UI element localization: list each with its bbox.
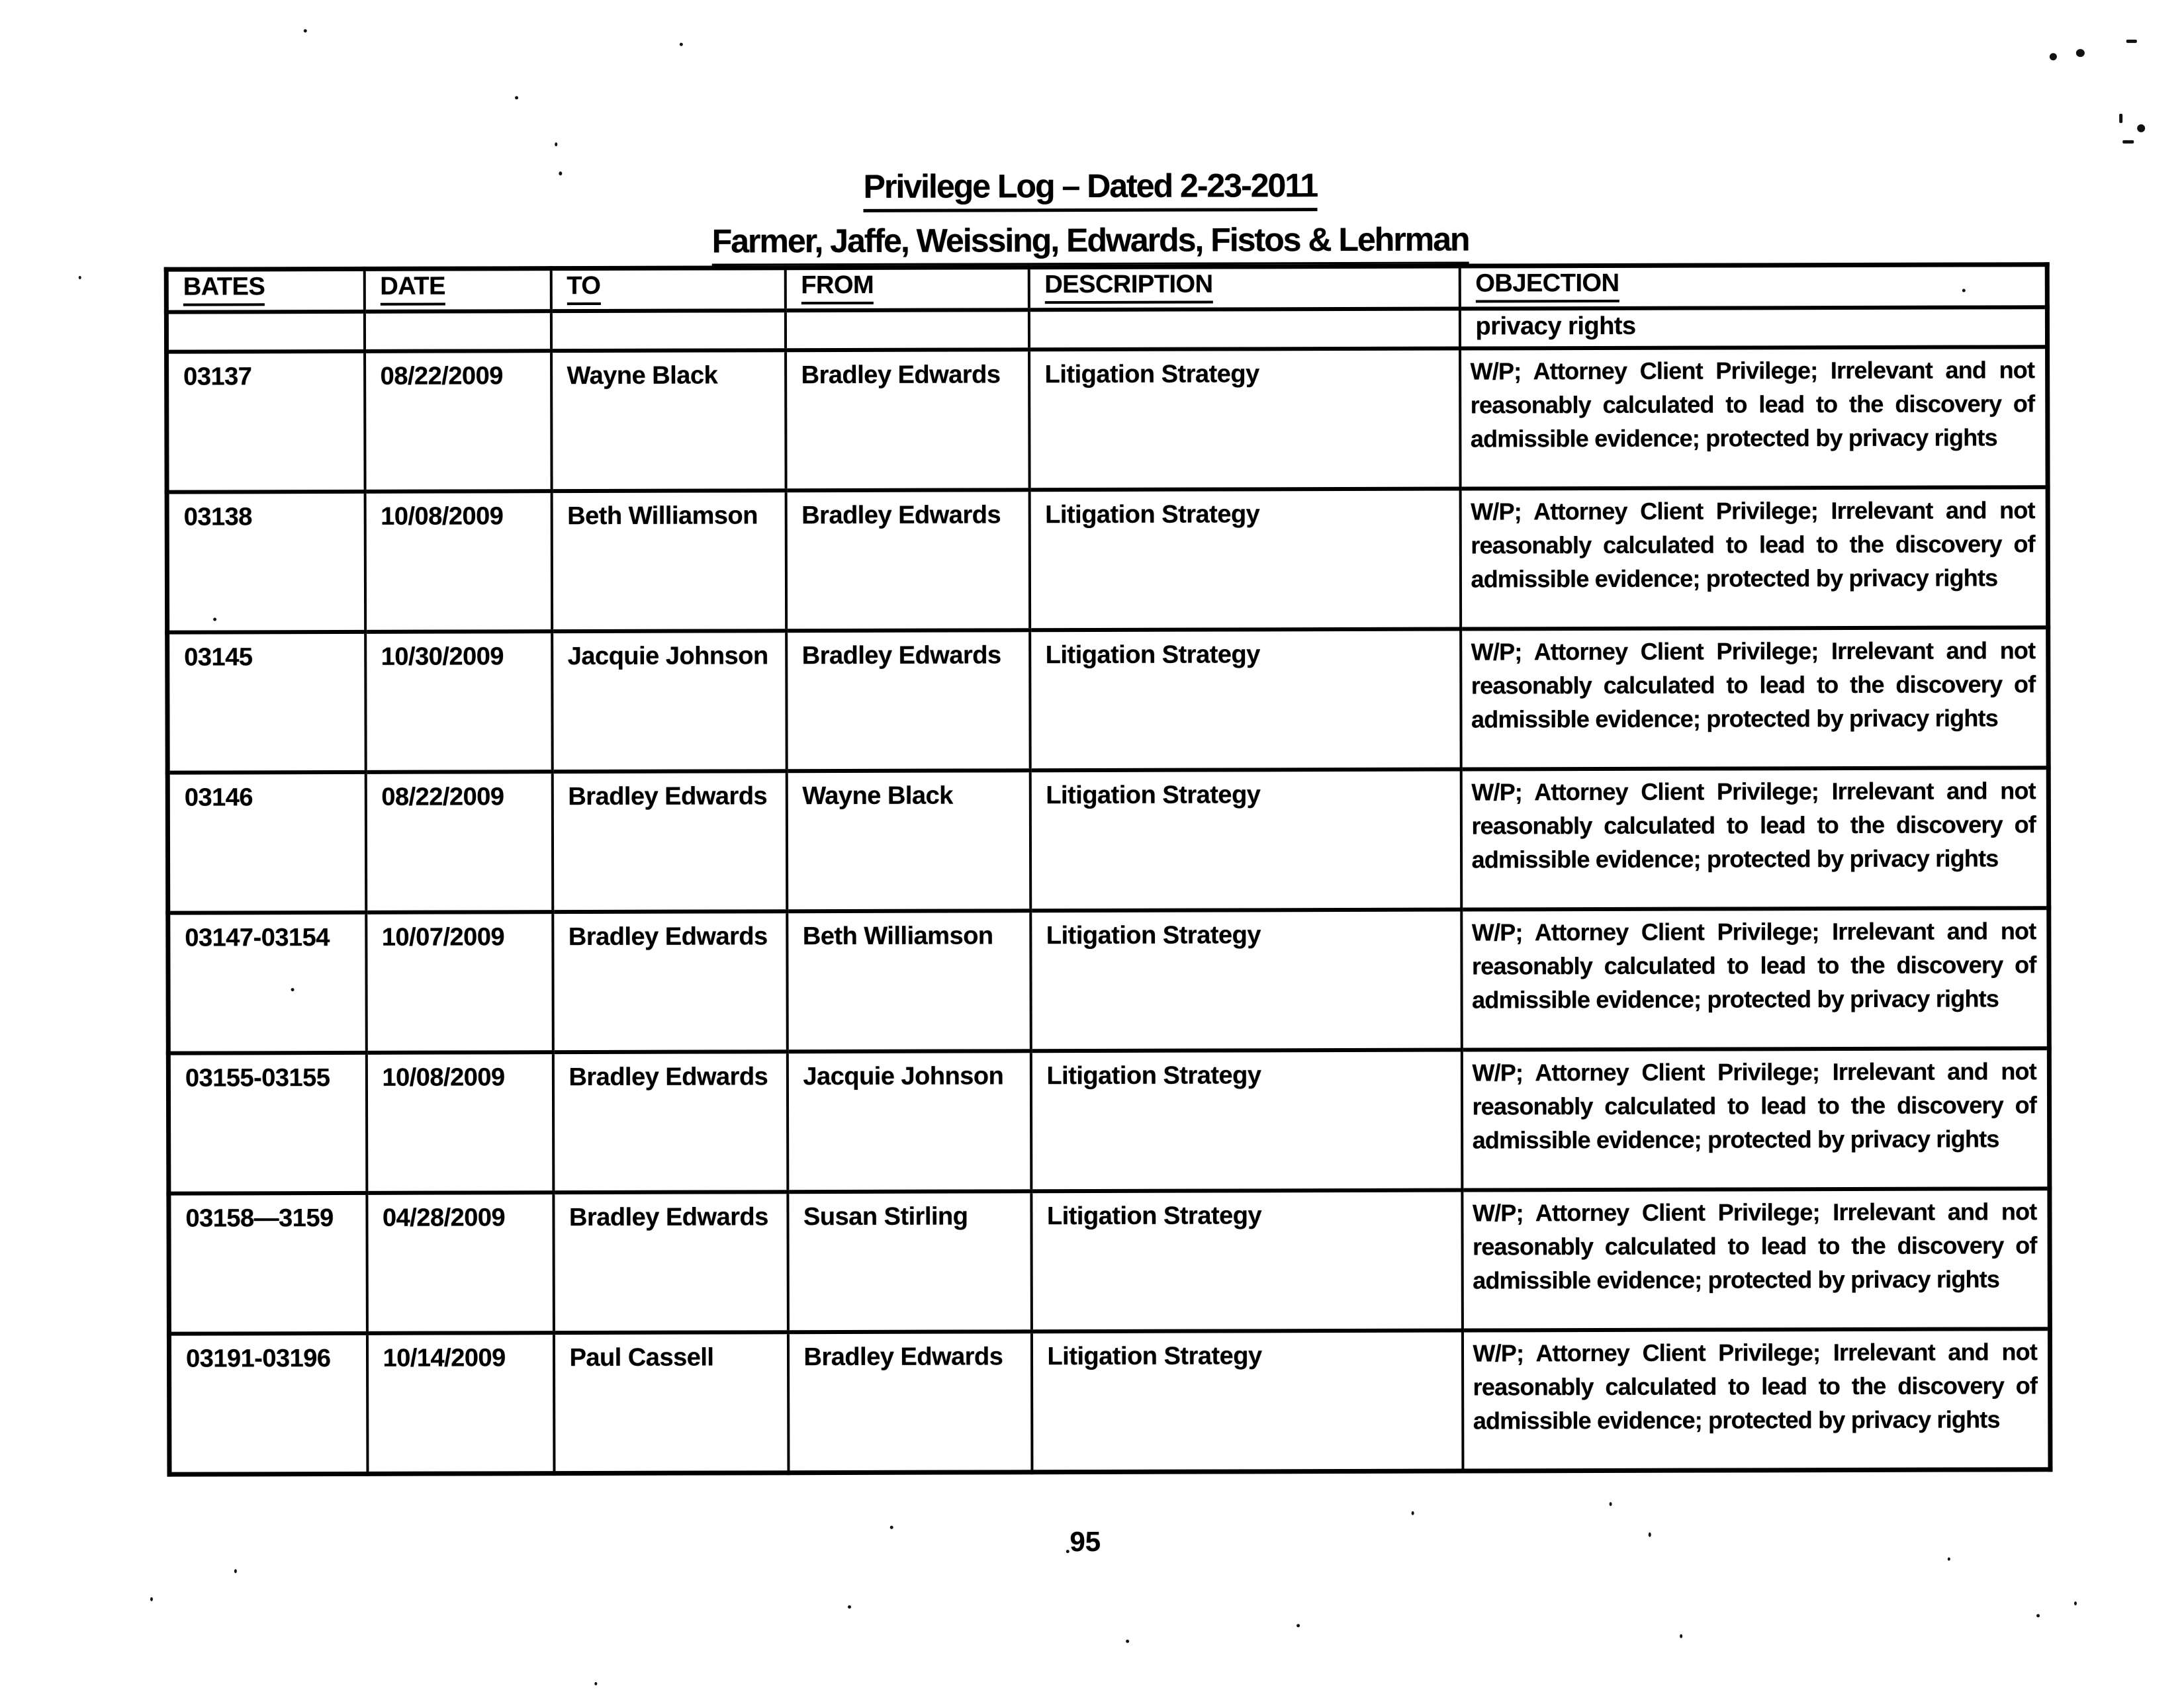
date-cell: 04/28/2009 — [367, 1192, 554, 1333]
scan-speck — [1126, 1640, 1129, 1643]
scan-speck — [2119, 114, 2122, 123]
description-cell — [1028, 309, 1459, 350]
table-row — [167, 627, 2049, 772]
scan-speck — [2137, 124, 2145, 132]
to-cell: Bradley Edwards — [553, 911, 788, 1052]
table-row — [169, 1188, 2050, 1333]
scan-speck — [1948, 1558, 1950, 1561]
to-cell: Bradley Edwards — [553, 1051, 788, 1192]
bates-cell: 03137 — [167, 351, 365, 492]
scan-speck — [848, 1605, 851, 1609]
bates-cell: 03158—3159 — [169, 1193, 367, 1334]
objection-cell: privacy rights — [1459, 307, 2047, 348]
from-cell — [785, 310, 1028, 350]
scan-speck — [291, 988, 295, 991]
scan-speck — [594, 1682, 597, 1685]
bates-cell: 03155-03155 — [168, 1053, 367, 1194]
to-cell — [551, 310, 785, 351]
scan-speck — [2074, 1601, 2077, 1605]
scan-speck — [2126, 40, 2137, 43]
from-cell: Beth Williamson — [787, 911, 1031, 1051]
objection-cell: W/P; Attorney Client Privilege; Irrelevant and not reasonably calculated to lead to the discovery of admissible evidence; protected by privacy rights — [1460, 487, 2048, 629]
from-cell: Bradley Edwards — [786, 490, 1030, 631]
to-cell: Wayne Black — [551, 350, 786, 491]
document-header — [0, 164, 2183, 279]
bates-cell: 03146 — [167, 772, 366, 913]
table-row — [167, 487, 2048, 632]
header-objection: OBJECTION — [1459, 265, 2047, 309]
privilege-log-table — [164, 262, 2053, 1476]
to-cell: Beth Williamson — [551, 490, 786, 631]
scan-speck — [1066, 1550, 1069, 1553]
from-cell: Bradley Edwards — [786, 349, 1030, 490]
scan-speck — [2036, 1614, 2040, 1617]
table-row — [167, 768, 2049, 912]
description-cell: Litigation Strategy — [1029, 489, 1461, 631]
description-cell: Litigation Strategy — [1031, 1331, 1463, 1472]
description-cell: Litigation Strategy — [1029, 349, 1461, 490]
scan-speck — [555, 142, 557, 146]
scan-speck — [1297, 1624, 1300, 1627]
to-cell: Paul Cassell — [553, 1332, 788, 1473]
scan-speck — [213, 617, 216, 621]
to-cell: Jacquie Johnson — [552, 631, 787, 772]
date-cell: 08/22/2009 — [365, 351, 552, 492]
scan-speck — [1610, 1502, 1612, 1506]
scan-speck — [1649, 1533, 1651, 1537]
scan-speck — [559, 171, 562, 175]
scan-speck — [150, 1597, 153, 1601]
scan-speck — [890, 1526, 893, 1529]
objection-cell: W/P; Attorney Client Privilege; Irrelevant and not reasonably calculated to lead to the discovery of admissible evidence; protected by privacy rights — [1462, 1188, 2050, 1330]
objection-cell: W/P; Attorney Client Privilege; Irrelevant and not reasonably calculated to lead to the discovery of admissible evidence; protected by privacy rights — [1462, 1329, 2050, 1470]
from-cell: Jacquie Johnson — [787, 1051, 1031, 1192]
scan-speck — [1412, 1511, 1414, 1515]
date-cell: 10/14/2009 — [367, 1333, 554, 1474]
description-cell: Litigation Strategy — [1030, 629, 1461, 771]
header-from: FROM — [785, 267, 1028, 310]
to-cell: Bradley Edwards — [553, 1192, 788, 1333]
scan-speck — [2050, 53, 2057, 60]
page-title: Privilege Log – Dated 2-23-2011 — [0, 164, 2182, 215]
scan-speck — [1680, 1634, 1682, 1638]
header-description: DESCRIPTION — [1028, 266, 1459, 310]
header-date: DATE — [364, 269, 551, 312]
bates-cell: 03145 — [167, 632, 366, 773]
table-header-row — [166, 265, 2047, 312]
table-row-carryover — [166, 307, 2047, 351]
from-cell: Wayne Black — [786, 770, 1030, 911]
description-cell: Litigation Strategy — [1030, 770, 1461, 911]
description-cell: Litigation Strategy — [1031, 1190, 1463, 1332]
page-subtitle: Farmer, Jaffe, Weissing, Edwards, Fistos & Lehrman — [0, 218, 2183, 269]
objection-cell: W/P; Attorney Client Privilege; Irrelevant and not reasonably calculated to lead to the discovery of admissible evidence; protected by privacy rights — [1461, 908, 2050, 1049]
date-cell — [364, 311, 551, 351]
scan-speck — [234, 1569, 237, 1573]
date-cell: 10/08/2009 — [365, 491, 552, 632]
page-number: 95 — [1069, 1525, 1101, 1558]
from-cell: Bradley Edwards — [788, 1331, 1032, 1472]
bates-cell: 03191-03196 — [169, 1333, 367, 1474]
bates-cell: 03138 — [167, 492, 365, 633]
scan-speck — [304, 29, 307, 32]
date-cell: 08/22/2009 — [365, 772, 553, 912]
to-cell: Bradley Edwards — [552, 771, 787, 912]
scan-speck — [2122, 140, 2134, 144]
table-row — [168, 1048, 2050, 1193]
objection-cell: W/P; Attorney Client Privilege; Irrelevant and not reasonably calculated to lead to the discovery of admissible evidence; protected by privacy rights — [1461, 627, 2049, 769]
scan-speck — [515, 96, 518, 99]
table-row — [169, 1329, 2050, 1474]
from-cell: Susan Stirling — [788, 1191, 1032, 1332]
description-cell: Litigation Strategy — [1030, 910, 1462, 1051]
description-cell: Litigation Strategy — [1030, 1050, 1462, 1192]
date-cell: 10/30/2009 — [365, 631, 553, 772]
scan-speck — [79, 276, 81, 279]
objection-cell: W/P; Attorney Client Privilege; Irrelevant and not reasonably calculated to lead to the discovery of admissible evidence; protected by privacy rights — [1461, 768, 2049, 909]
scan-speck — [2076, 49, 2085, 57]
scan-speck — [680, 43, 683, 46]
bates-cell: 03147-03154 — [168, 912, 367, 1053]
date-cell: 10/07/2009 — [366, 912, 553, 1053]
objection-cell: W/P; Attorney Client Privilege; Irrelevant and not reasonably calculated to lead to the discovery of admissible evidence; protected by privacy rights — [1461, 1048, 2050, 1190]
from-cell: Bradley Edwards — [786, 630, 1030, 771]
table-row — [167, 347, 2048, 492]
date-cell: 10/08/2009 — [366, 1052, 553, 1193]
header-to: TO — [551, 268, 785, 311]
scan-speck — [1962, 289, 1966, 292]
header-bates: BATES — [166, 269, 364, 312]
objection-cell: W/P; Attorney Client Privilege; Irrelevant and not reasonably calculated to lead to the discovery of admissible evidence; protected by privacy rights — [1460, 347, 2048, 488]
table-row — [168, 908, 2050, 1053]
bates-cell — [166, 312, 364, 352]
